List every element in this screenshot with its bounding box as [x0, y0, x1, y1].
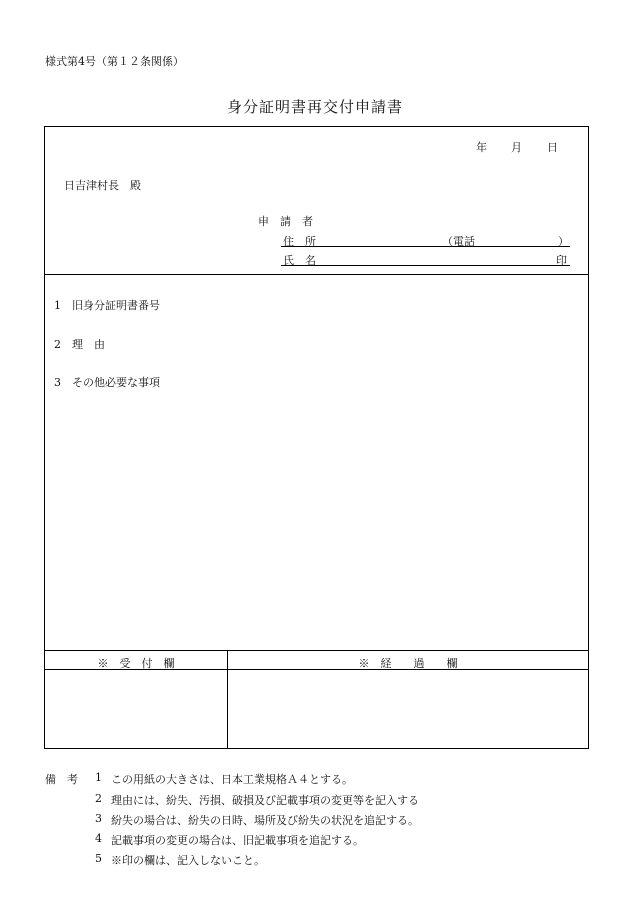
remark-number: 1: [95, 771, 102, 784]
name-field[interactable]: [281, 265, 570, 266]
date-month-label[interactable]: 月: [511, 141, 522, 154]
item-old-id-number[interactable]: 1 旧身分証明書番号: [54, 299, 160, 312]
remark-text: この用紙の大きさは、日本工業規格Ａ４とする。: [111, 773, 353, 786]
phone-label: （電話: [442, 235, 475, 248]
address-field[interactable]: [281, 246, 570, 247]
form-number: 様式第4号（第１２条関係）: [45, 55, 184, 68]
remark-text: 記載事項の変更の場合は、旧記載事項を追記する。: [111, 834, 364, 847]
item-other-matters[interactable]: 3 その他必要な事項: [54, 376, 160, 389]
remark-number: 4: [95, 832, 102, 845]
remark-number: 3: [95, 812, 102, 825]
applicant-label: 申 請 者: [258, 215, 313, 228]
remark-number: 5: [95, 852, 102, 865]
remark-text: ※印の欄は、記入しないこと。: [111, 854, 265, 867]
section-divider: [44, 274, 589, 275]
remark-text: 理由には、紛失、汚損、破損及び記載事項の変更等を記入する: [111, 794, 419, 807]
remark-number: 2: [95, 792, 102, 805]
received-cell[interactable]: [46, 671, 226, 746]
reception-top-line: [44, 650, 589, 651]
address-label: 住 所: [283, 235, 316, 248]
phone-close: ）: [558, 235, 569, 248]
remarks-label: 備 考: [45, 773, 78, 786]
progress-cell[interactable]: [229, 671, 586, 746]
reception-progress-header: ※ 経 過 欄: [358, 657, 458, 670]
remark-text: 紛失の場合は、紛失の日時、場所及び紛失の状況を追記する。: [111, 814, 419, 827]
seal-mark: 印: [556, 254, 567, 267]
reception-received-header: ※ 受 付 欄: [97, 657, 175, 670]
name-label: 氏 名: [283, 254, 316, 267]
date-day-label[interactable]: 日: [547, 141, 558, 154]
item-reason[interactable]: 2 理 由: [54, 338, 105, 351]
date-year-label[interactable]: 年: [476, 141, 487, 154]
document-title: 身分証明書再交付申請書: [226, 98, 403, 116]
addressee: 日吉津村長 殿: [64, 179, 141, 192]
